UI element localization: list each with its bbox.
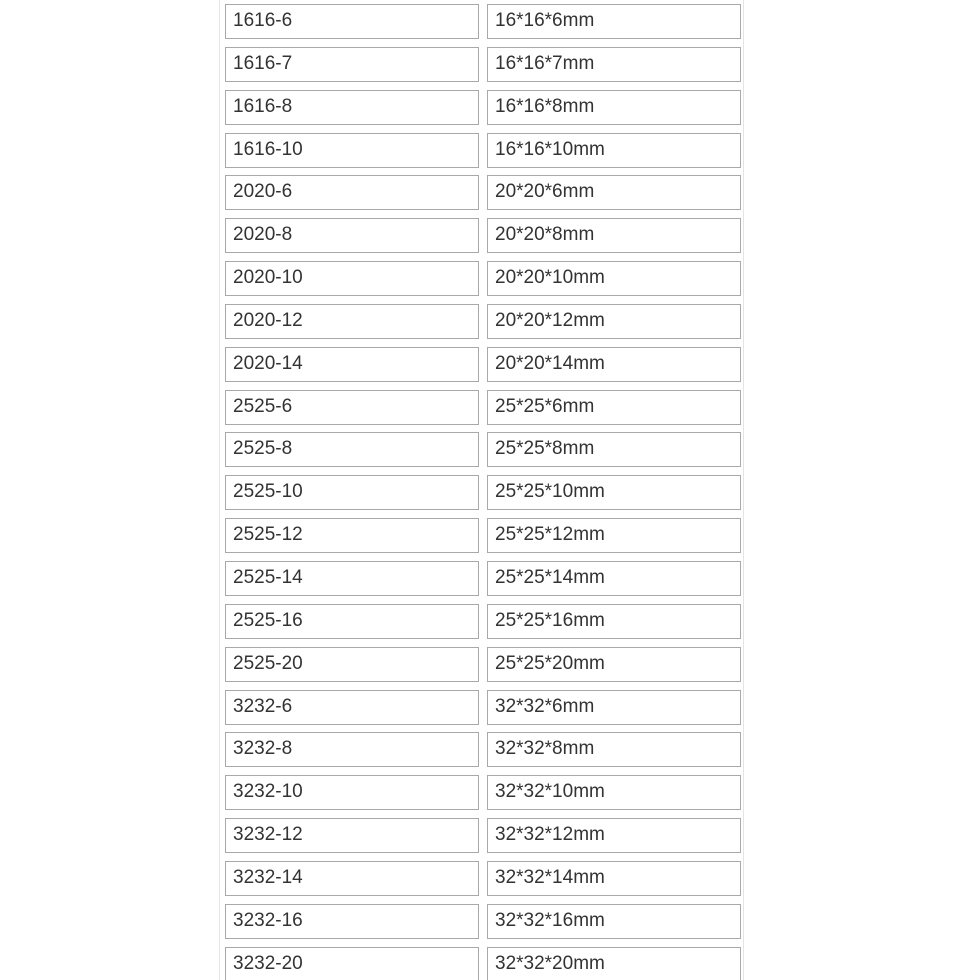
model-cell: 3232-10: [225, 775, 479, 810]
table-row: [225, 475, 741, 510]
table-row: [225, 390, 741, 425]
size-cell: 25*25*20mm: [487, 647, 741, 682]
model-cell: 2020-6: [225, 175, 479, 210]
table-row: [225, 732, 741, 767]
table-row: [225, 432, 741, 467]
model-cell: 3232-20: [225, 947, 479, 980]
model-cell: 3232-8: [225, 732, 479, 767]
size-cell: 32*32*6mm: [487, 690, 741, 725]
table-row: [225, 947, 741, 980]
table-row: [225, 647, 741, 682]
size-cell: 25*25*14mm: [487, 561, 741, 596]
table-row: [225, 47, 741, 82]
size-cell: 20*20*14mm: [487, 347, 741, 382]
table-row: [225, 604, 741, 639]
size-cell: 20*20*6mm: [487, 175, 741, 210]
model-cell: 3232-12: [225, 818, 479, 853]
size-cell: 32*32*20mm: [487, 947, 741, 980]
size-cell: 20*20*8mm: [487, 218, 741, 253]
table-row: [225, 518, 741, 553]
table-row: [225, 818, 741, 853]
size-cell: 25*25*8mm: [487, 432, 741, 467]
size-cell: 32*32*14mm: [487, 861, 741, 896]
model-cell: 2525-14: [225, 561, 479, 596]
size-cell: 16*16*10mm: [487, 133, 741, 168]
size-cell: 20*20*12mm: [487, 304, 741, 339]
table-row: [225, 690, 741, 725]
model-cell: 2525-10: [225, 475, 479, 510]
model-cell: 2020-12: [225, 304, 479, 339]
table-row: [225, 347, 741, 382]
model-cell: 2525-8: [225, 432, 479, 467]
model-cell: 3232-16: [225, 904, 479, 939]
size-cell: 25*25*6mm: [487, 390, 741, 425]
size-cell: 32*32*8mm: [487, 732, 741, 767]
model-cell: 2525-20: [225, 647, 479, 682]
table-row: [225, 261, 741, 296]
model-cell: 2525-6: [225, 390, 479, 425]
model-cell: 2525-12: [225, 518, 479, 553]
model-cell: 1616-10: [225, 133, 479, 168]
table-row: [225, 218, 741, 253]
size-cell: 25*25*10mm: [487, 475, 741, 510]
size-cell: 32*32*16mm: [487, 904, 741, 939]
size-cell: 32*32*10mm: [487, 775, 741, 810]
size-cell: 25*25*12mm: [487, 518, 741, 553]
size-cell: 32*32*12mm: [487, 818, 741, 853]
table-row: [225, 561, 741, 596]
model-cell: 2020-8: [225, 218, 479, 253]
table-row: [225, 4, 741, 39]
model-cell: 2020-10: [225, 261, 479, 296]
model-cell: 2525-16: [225, 604, 479, 639]
spec-table: [225, 4, 741, 980]
model-cell: 1616-8: [225, 90, 479, 125]
model-cell: 3232-14: [225, 861, 479, 896]
table-row: [225, 304, 741, 339]
size-cell: 16*16*6mm: [487, 4, 741, 39]
model-cell: 1616-6: [225, 4, 479, 39]
table-row: [225, 904, 741, 939]
size-cell: 25*25*16mm: [487, 604, 741, 639]
model-cell: 3232-6: [225, 690, 479, 725]
size-cell: 16*16*8mm: [487, 90, 741, 125]
table-row: [225, 775, 741, 810]
table-row: [225, 90, 741, 125]
size-cell: 20*20*10mm: [487, 261, 741, 296]
table-row: [225, 175, 741, 210]
size-cell: 16*16*7mm: [487, 47, 741, 82]
table-row: [225, 861, 741, 896]
table-row: [225, 133, 741, 168]
model-cell: 2020-14: [225, 347, 479, 382]
model-cell: 1616-7: [225, 47, 479, 82]
